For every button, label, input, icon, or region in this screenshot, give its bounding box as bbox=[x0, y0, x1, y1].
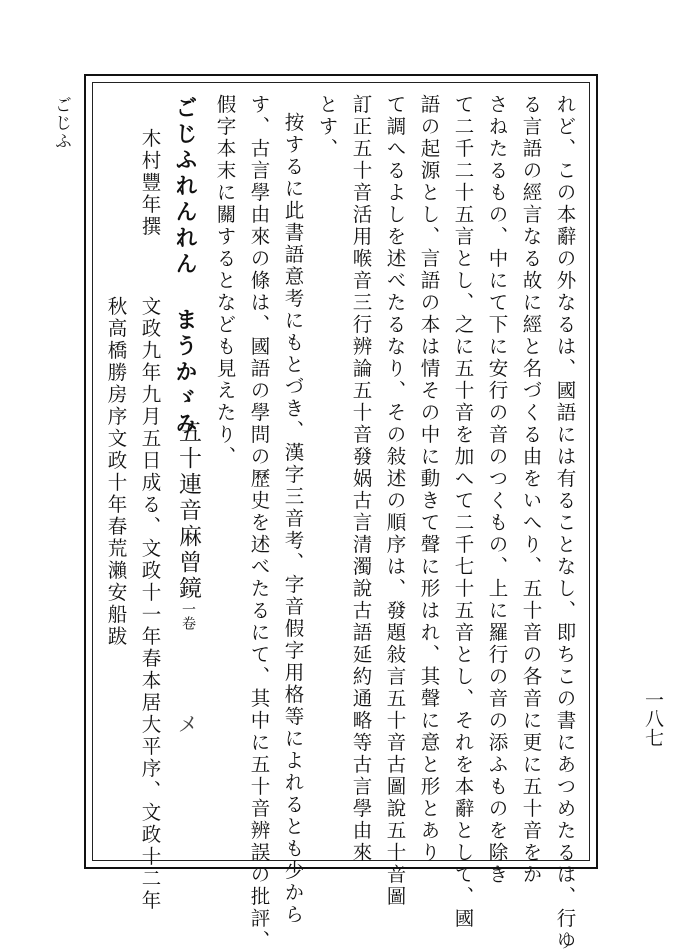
paragraph2-line: 按するに此書語意考にもとづき、漢字三音考、字音假字用格等によれるとも少から bbox=[281, 112, 305, 926]
paragraph2-line: す、古言學由來の條は、國語の學問の歷史を述べたるにて、其中に五十音辨誤の批評、 bbox=[247, 94, 271, 952]
paragraph-line: さねたるもの、中にて下に安行の音のつくもの、上に羅行の音の添ふものを除き bbox=[485, 94, 509, 886]
note-line: 秋高橋勝房序文政十年春荒瀨安船跋 bbox=[104, 296, 128, 648]
page-number: 一八七 bbox=[642, 690, 664, 747]
paragraph-line: れど、この本辭の外なるは、國語には有ることなし、即ちこの書にあつめたるは、行ゆ bbox=[553, 94, 577, 952]
entry-heading bbox=[176, 420, 199, 630]
paragraph-line: る言語の經言なる故に經と名づくる由をいへり、五十音の各音に更に五十音をか bbox=[519, 94, 543, 886]
heading-title: 五十連音麻曾鏡 bbox=[175, 420, 201, 602]
paragraph-line: 語の起源とし、言語の本は情その中に動きて聲に形はれ、其聲に意と形とあり bbox=[417, 94, 441, 864]
book-title-reading: ごじふれんれん まうかゞみ bbox=[172, 96, 198, 438]
running-head: ごじふ bbox=[51, 96, 71, 150]
paragraph-line: て二千二十五言とし、之に五十音を加へて二千七十五音とし、それを本辭として、國 bbox=[451, 94, 475, 930]
handwritten-mark: メ bbox=[178, 712, 198, 736]
paragraph-line: とす、 bbox=[315, 94, 339, 160]
volume-label: 一卷 bbox=[180, 602, 196, 630]
author-line: 木村豐年撰 bbox=[138, 128, 162, 238]
note-line: 文政九年九月五日成る、文政十一年春本居大平序、文政十二年 bbox=[138, 296, 162, 912]
paragraph2-line: 假字本末に關するとなども見えたり、 bbox=[213, 94, 237, 468]
paragraph-line: て調へるよしを述べたるなり、その敍述の順序は、發題敍言五十音古圖說五十音圖 bbox=[383, 94, 407, 908]
paragraph-line: 訂正五十音活用喉音三行辨論五十音發娲古言清濁說古語延約通略等古言學由來 bbox=[349, 94, 373, 864]
